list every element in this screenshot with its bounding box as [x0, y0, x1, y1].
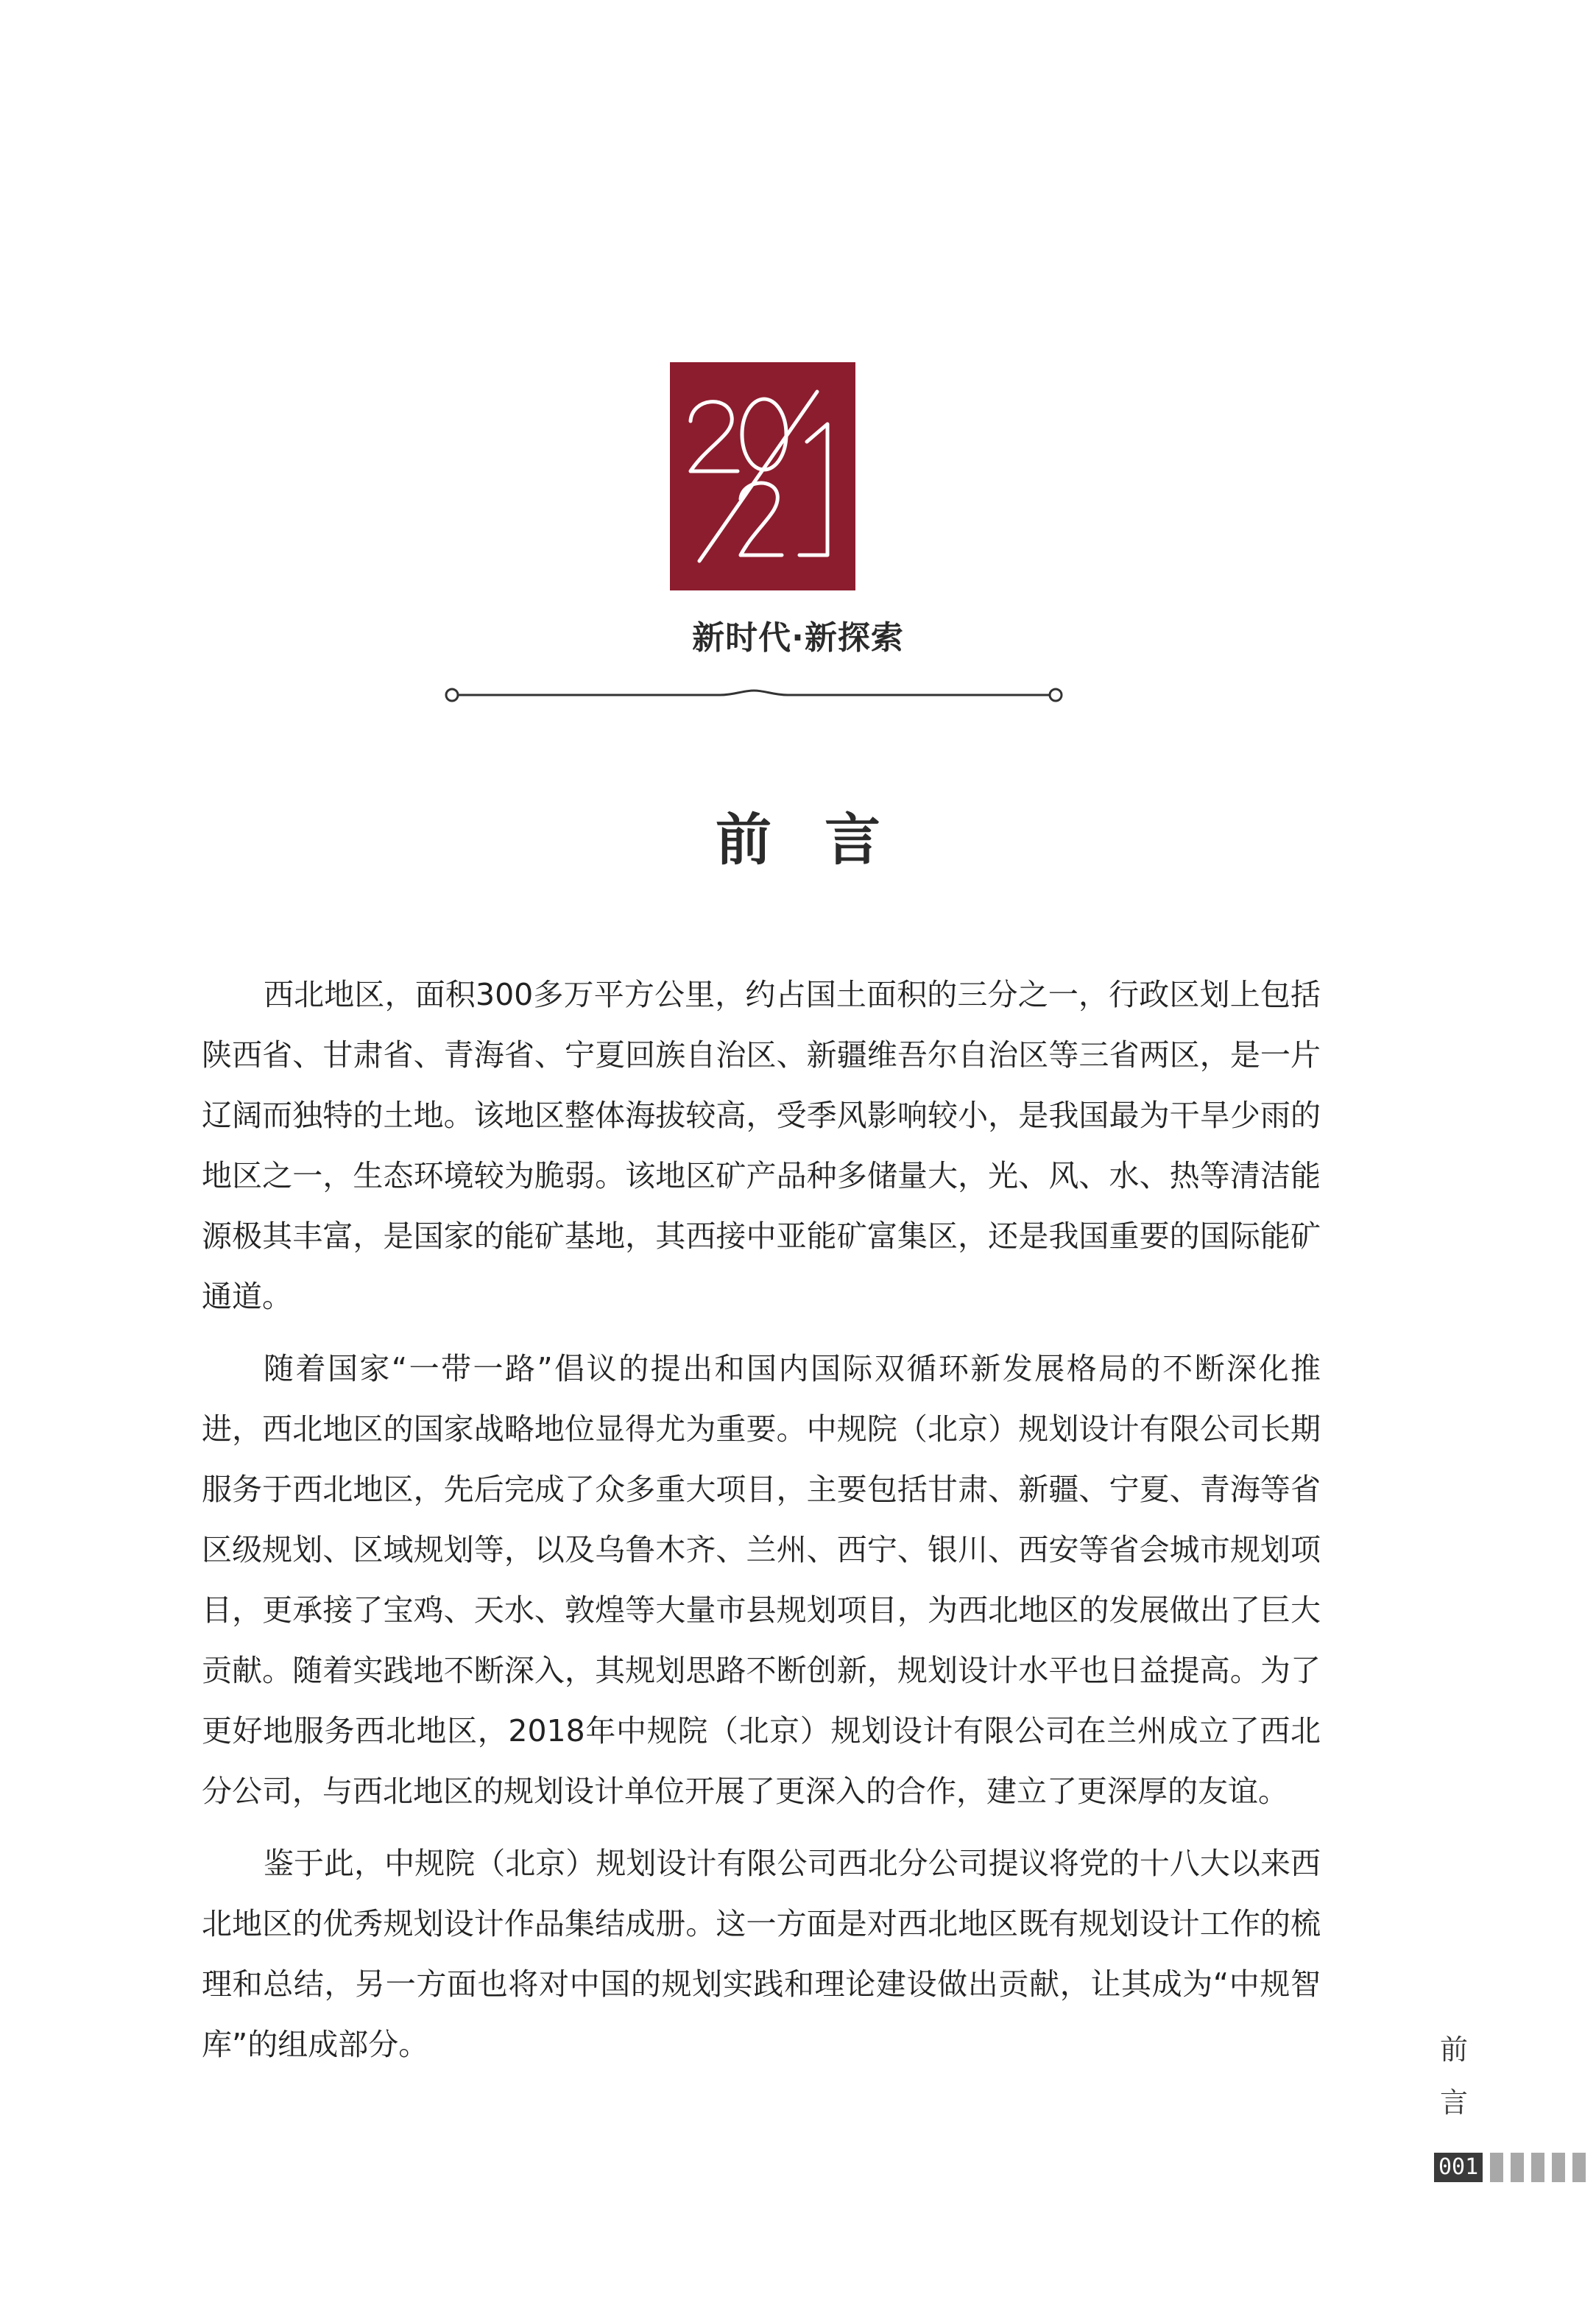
slogan: 新时代·新探索	[692, 619, 904, 657]
side-label-char-2: 言	[1439, 2086, 1468, 2119]
paragraph-2: 随着国家“一带一路”倡议的提出和国内国际双循环新发展格局的不断深化推进，西北地区的国家战略地位显得尤为重要。中规院（北京）规划设计有限公司长期服务于西北地区，先后完成了众多重大项目，主要包括甘肃、新疆、宁夏、青海等省区级规划、区域规划等，以及乌鲁木齐、兰州、西宁、银川、西安等省会城市规划项目，更承接了宝鸡、天水、敦煌等大量市县规划项目，为西北地区的发展做出了巨大贡献。随着实践地不断深入，其规划思路不断创新，规划设计水平也日益提高。为了更好地服务西北地区，2018年中规院（北京）规划设计有限公司在兰州成立了西北分公司，与西北地区的规划设计单位开展了更深入的合作，建立了更深厚的友谊。	[202, 1351, 1321, 1809]
preface-body	[202, 964, 1321, 2086]
page-title	[0, 795, 1596, 875]
logo-2021	[670, 362, 855, 590]
page-number: 001	[1434, 2153, 1483, 2182]
marker-bar	[1552, 2153, 1565, 2182]
marker-bar	[1531, 2153, 1544, 2182]
section-side-label	[1436, 2023, 1472, 2129]
page-title-char-1: 前	[716, 807, 771, 872]
paragraph-3: 鉴于此，中规院（北京）规划设计有限公司西北分公司提议将党的十八大以来西北地区的优秀规划设计作品集结成册。这一方面是对西北地区既有规划设计工作的梳理和总结，另一方面也将对中国的规划实践和理论建设做出贡献，让其成为“中规智库”的组成部分。	[202, 1846, 1321, 2062]
logo-lettering	[670, 590, 671, 591]
page-marker	[1434, 2151, 1586, 2184]
marker-bar	[1572, 2153, 1586, 2182]
decorative-divider	[440, 680, 1067, 710]
side-label-char-1: 前	[1439, 2033, 1468, 2066]
marker-bar	[1511, 2153, 1524, 2182]
marker-bar	[1490, 2153, 1503, 2182]
logo-graphic	[670, 362, 855, 590]
page-title-char-2: 言	[825, 807, 880, 872]
paragraph-1: 西北地区，面积300多万平方公里，约占国土面积的三分之一，行政区划上包括陕西省、甘肃省、青海省、宁夏回族自治区、新疆维吾尔自治区等三省两区，是一片辽阔而独特的土地。该地区整体海拔较高，受季风影响较小，是我国最为干旱少雨的地区之一，生态环境较为脆弱。该地区矿产品种多储量大，光、风、水、热等清洁能源极其丰富，是国家的能矿基地，其西接中亚能矿富集区，还是我国重要的国际能矿通道。	[202, 977, 1321, 1314]
